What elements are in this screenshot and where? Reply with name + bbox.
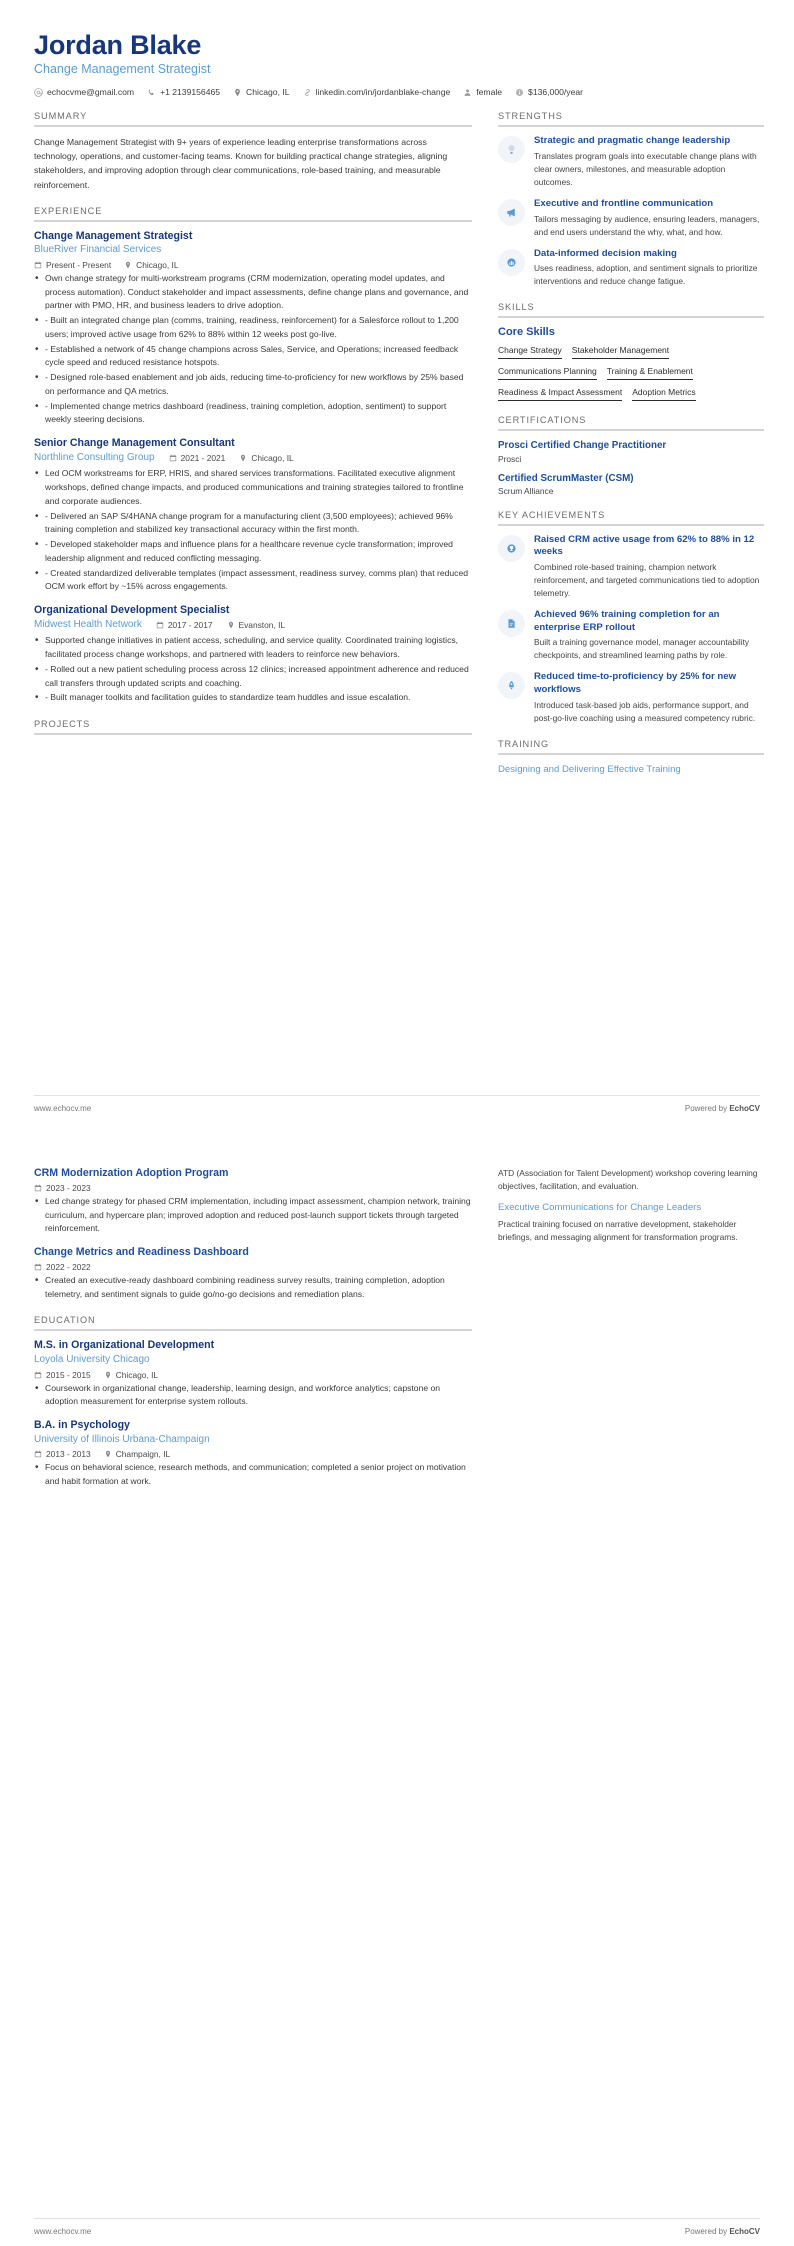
list-item: • - Created standardized deliverable templates (impact assessment, readiness survey, comms plan) that reduced OCM work effort by ~15% across engagements. bbox=[34, 567, 472, 595]
calendar-icon bbox=[156, 621, 164, 629]
footer-url[interactable]: www.echocv.me bbox=[34, 1104, 92, 1113]
job-location-value: Evanston, IL bbox=[238, 620, 286, 631]
project-dates bbox=[34, 1262, 91, 1272]
section-title-experience: EXPERIENCE bbox=[34, 205, 103, 216]
job-subline bbox=[34, 451, 472, 466]
divider bbox=[498, 316, 764, 318]
calendar-icon bbox=[169, 454, 177, 462]
achievement-desc: Introduced task-based job aids, performance support, and post-go-live coaching using a measured competency rubric. bbox=[534, 699, 756, 723]
education-location bbox=[104, 1370, 158, 1380]
list-item: • - Delivered an SAP S/4HANA change program for a manufacturing client (3,500 employees); achieved 96% training completion and stabilized key transactional accuracy within the first month. bbox=[34, 510, 472, 538]
contact-salary-value: $136,000/year bbox=[528, 87, 583, 98]
education-bullets bbox=[34, 1382, 472, 1410]
section-title-key-achievements: KEY ACHIEVEMENTS bbox=[498, 509, 606, 520]
experience-entry bbox=[34, 230, 472, 428]
divider bbox=[498, 429, 764, 431]
contact-linkedin[interactable] bbox=[303, 87, 451, 97]
contact-location bbox=[233, 87, 289, 97]
calendar-icon bbox=[34, 1450, 42, 1458]
footer-powered bbox=[685, 1104, 760, 1113]
section-training bbox=[498, 739, 764, 776]
job-company: Northline Consulting Group bbox=[34, 451, 155, 463]
job-location bbox=[227, 620, 286, 630]
job-title: Change Management Strategist bbox=[34, 229, 193, 242]
list-item: • - Designed role-based enablement and job aids, reducing time-to-proficiency for new workflows by 25% based on performance and QA metrics. bbox=[34, 371, 472, 399]
strength-title: Data-informed decision making bbox=[534, 247, 677, 259]
job-subline bbox=[34, 618, 472, 633]
education-dates bbox=[34, 1449, 91, 1459]
contact-phone bbox=[147, 87, 220, 97]
lightbulb-icon bbox=[498, 136, 525, 163]
section-skills bbox=[498, 302, 764, 401]
project-title: Change Metrics and Readiness Dashboard bbox=[34, 1246, 249, 1259]
project-bullets bbox=[34, 1274, 472, 1302]
section-experience bbox=[34, 206, 472, 706]
job-dates bbox=[34, 260, 111, 270]
project-meta bbox=[34, 1262, 472, 1272]
experience-entry bbox=[34, 604, 472, 705]
strength-desc: Tailors messaging by audience, ensuring leaders, managers, and end users understand the why, what, and how. bbox=[534, 213, 760, 237]
achievement-title: Achieved 96% training completion for an enterprise ERP rollout bbox=[534, 609, 720, 633]
job-dates bbox=[169, 453, 226, 463]
person-icon bbox=[463, 88, 472, 97]
achievement-title: Reduced time-to-proficiency by 25% for new workflows bbox=[534, 671, 737, 696]
skill-chip: Change Strategy bbox=[498, 345, 562, 359]
education-location-value: Champaign, IL bbox=[115, 1449, 171, 1460]
list-item: • Focus on behavioral science, research methods, and communication; completed a senior project on motivation and habit formation at work. bbox=[34, 1461, 472, 1489]
body-columns bbox=[34, 111, 760, 776]
contact-email-value: echocvme@gmail.com bbox=[47, 87, 135, 98]
skill-row bbox=[498, 366, 764, 380]
education-dates bbox=[34, 1370, 91, 1380]
skill-chip: Communications Planning bbox=[498, 366, 597, 380]
project-meta bbox=[34, 1183, 472, 1193]
section-certifications bbox=[498, 415, 764, 495]
calendar-icon bbox=[34, 1371, 42, 1379]
list-item: • Supported change initiatives in patient access, scheduling, and service quality. Coordinated training logistics, facilitated process change workshops, and partnered with leaders to reinforce new behaviors. bbox=[34, 634, 472, 662]
location-icon bbox=[233, 88, 242, 97]
left-column bbox=[34, 111, 472, 743]
achievement-title: Raised CRM active usage from 62% to 88% in 12 weeks bbox=[534, 533, 755, 558]
strength-card bbox=[498, 198, 764, 239]
contact-email bbox=[34, 87, 134, 97]
list-item: • Own change strategy for multi-workstream programs (CRM modernization, operating model updates, and process automation). Conduct stakeholder and impact assessments, define change plans and governance, and partner with PMO, HR, and business leaders to drive adoption. bbox=[34, 272, 472, 313]
rocket-icon bbox=[498, 672, 525, 699]
section-title-strengths: STRENGTHS bbox=[498, 111, 563, 122]
trophy-icon bbox=[498, 535, 525, 562]
section-projects-content bbox=[34, 1167, 472, 1301]
project-bullets bbox=[34, 1195, 472, 1236]
divider bbox=[34, 733, 472, 735]
certification-issuer: Prosci bbox=[498, 453, 522, 464]
school-name: University of Illinois Urbana-Champaign bbox=[34, 1433, 210, 1445]
contact-linkedin-value: linkedin.com/in/jordanblake-change bbox=[315, 87, 451, 98]
divider bbox=[34, 1329, 472, 1331]
strength-title: Strategic and pragmatic change leadership bbox=[534, 135, 731, 147]
calendar-icon bbox=[34, 261, 42, 269]
chart-icon bbox=[498, 249, 525, 276]
strength-title: Executive and frontline communication bbox=[534, 197, 714, 209]
job-bullets bbox=[34, 272, 472, 427]
education-meta bbox=[34, 1370, 472, 1380]
job-location-value: Chicago, IL bbox=[251, 453, 294, 464]
footer-powered-prefix: Powered by bbox=[684, 2227, 730, 2236]
resume-page-2 bbox=[0, 1123, 794, 2246]
achievement-desc: Built a training governance model, manager accountability checkpoints, and streamlined learning paths by role. bbox=[534, 637, 750, 661]
training-item-desc: Practical training focused on narrative development, stakeholder briefings, and messaging alignment for transformation programs. bbox=[498, 1218, 738, 1243]
contact-phone-value: +1 2139156465 bbox=[160, 87, 221, 98]
certification-name: Prosci Certified Change Practitioner bbox=[498, 440, 667, 452]
degree-title: M.S. in Organizational Development bbox=[34, 1339, 215, 1352]
contact-location-value: Chicago, IL bbox=[246, 87, 290, 98]
education-dates-value: 2015 - 2015 bbox=[46, 1369, 91, 1380]
strength-desc: Translates program goals into executable change plans with clear owners, milestones, and measurable adoption outcomes. bbox=[534, 150, 757, 187]
phone-icon bbox=[147, 88, 156, 97]
list-item: • - Built manager toolkits and facilitation guides to standardize team huddles and issue escalation. bbox=[34, 691, 472, 705]
strength-card bbox=[498, 248, 764, 289]
project-dates bbox=[34, 1183, 91, 1193]
location-icon bbox=[104, 1371, 112, 1379]
info-icon bbox=[515, 88, 524, 97]
certification-issuer: Scrum Alliance bbox=[498, 485, 554, 496]
section-projects bbox=[34, 719, 472, 735]
divider bbox=[498, 524, 764, 526]
job-company: Midwest Health Network bbox=[34, 618, 142, 630]
divider bbox=[498, 125, 764, 127]
training-item-title: Designing and Delivering Effective Training bbox=[498, 763, 681, 775]
skill-row bbox=[498, 387, 764, 401]
education-entry bbox=[34, 1339, 472, 1409]
education-entry bbox=[34, 1419, 472, 1489]
page-footer bbox=[34, 1095, 760, 1123]
job-bullets bbox=[34, 467, 472, 594]
skill-row bbox=[498, 345, 764, 359]
skill-chip: Training & Enablement bbox=[607, 366, 693, 380]
list-item: • - Implemented change metrics dashboard (readiness, training completion, adoption, sentiment) to support weekly steering decisions. bbox=[34, 400, 472, 428]
contact-gender-value: female bbox=[476, 87, 503, 98]
training-continued-desc: ATD (Association for Talent Development) workshop covering learning objectives, facilitation, and evaluation. bbox=[498, 1168, 758, 1192]
certification-item bbox=[498, 439, 764, 463]
strength-desc: Uses readiness, adoption, and sentiment signals to prioritize interventions and reduce change fatigue. bbox=[534, 263, 758, 287]
project-dates-value: 2022 - 2022 bbox=[46, 1261, 91, 1272]
project-entry bbox=[34, 1246, 472, 1301]
contact-salary bbox=[515, 87, 583, 97]
job-title: Senior Change Management Consultant bbox=[34, 437, 235, 450]
list-item: • Led change strategy for phased CRM implementation, including impact assessment, champion network, training curriculum, and hypercare plan; improved adoption and reduced post-launch support tickets through targeted reinforcement. bbox=[34, 1195, 472, 1236]
list-item: • Created an executive-ready dashboard combining readiness survey results, training completion, adoption telemetry, and sentiment signals to guide go/no-go decisions and remediation plans. bbox=[34, 1274, 472, 1302]
job-meta bbox=[34, 260, 472, 270]
education-location bbox=[104, 1449, 170, 1459]
right-column-page2 bbox=[498, 1167, 764, 1245]
project-title: CRM Modernization Adoption Program bbox=[34, 1167, 229, 1179]
section-title-projects: PROJECTS bbox=[34, 719, 91, 730]
certification-item bbox=[498, 472, 764, 496]
section-title-skills: SKILLS bbox=[498, 302, 535, 313]
resume-header bbox=[34, 30, 760, 97]
strength-card bbox=[498, 135, 764, 189]
section-title-training: TRAINING bbox=[498, 738, 550, 749]
job-location bbox=[239, 453, 293, 463]
job-dates bbox=[156, 620, 213, 630]
page-footer bbox=[34, 2218, 760, 2246]
section-summary bbox=[34, 111, 472, 191]
education-bullets bbox=[34, 1461, 472, 1489]
section-education bbox=[34, 1315, 472, 1489]
section-key-achievements bbox=[498, 510, 764, 725]
experience-entry bbox=[34, 437, 472, 594]
section-strengths bbox=[498, 111, 764, 288]
job-location-value: Chicago, IL bbox=[136, 259, 179, 270]
megaphone-icon bbox=[498, 199, 525, 226]
footer-powered bbox=[685, 2227, 760, 2236]
achievement-desc: Combined role-based training, champion network reinforcement, and targeted communications tied to adoption telemetry. bbox=[534, 562, 760, 599]
skills-group-title: Core Skills bbox=[498, 326, 555, 339]
footer-powered-prefix: Powered by bbox=[684, 1104, 730, 1113]
location-icon bbox=[124, 261, 132, 269]
list-item: • - Established a network of 45 change champions across Sales, Service, and Operations; increased feedback cycle speed and reduced resistance hotspots. bbox=[34, 343, 472, 371]
location-icon bbox=[239, 454, 247, 462]
summary-text: Change Management Strategist with 9+ years of experience leading enterprise transformations across technology, operations, and customer-facing teams. Known for building practical change strategies, aligning stakeholders, and improving adoption through clear communications, role-based training, and measurable reinforcement. bbox=[34, 137, 448, 190]
footer-brand: EchoCV bbox=[729, 1104, 760, 1113]
body-columns-page2 bbox=[34, 1167, 760, 1490]
calendar-icon bbox=[34, 1184, 42, 1192]
list-item: • - Built an integrated change plan (comms, training, readiness, reinforcement) for a Salesforce rollout to 1,200 users; improved active usage from 62% to 88% within 12 weeks post go-live. bbox=[34, 314, 472, 342]
certificate-icon bbox=[498, 610, 525, 637]
job-title: Organizational Development Specialist bbox=[34, 604, 230, 617]
footer-brand: EchoCV bbox=[729, 2227, 760, 2236]
headline: Change Management Strategist bbox=[34, 62, 211, 77]
page-title: Jordan Blake bbox=[34, 30, 202, 60]
certification-name: Certified ScrumMaster (CSM) bbox=[498, 472, 634, 484]
left-column-page2 bbox=[34, 1167, 472, 1490]
section-title-education: EDUCATION bbox=[34, 1315, 96, 1326]
achievement-card bbox=[498, 534, 764, 600]
degree-title: B.A. in Psychology bbox=[34, 1419, 130, 1432]
achievement-card bbox=[498, 671, 764, 724]
school-name: Loyola University Chicago bbox=[34, 1354, 150, 1366]
list-item: • - Rolled out a new patient scheduling process across 12 clinics; increased appointment adherence and reduced call transfers through updated scripts and coaching. bbox=[34, 663, 472, 691]
skill-chip: Adoption Metrics bbox=[632, 387, 695, 401]
skill-chip: Readiness & Impact Assessment bbox=[498, 387, 622, 401]
skill-rows bbox=[498, 345, 764, 401]
training-item-title: Executive Communications for Change Leaders bbox=[498, 1201, 702, 1213]
contact-gender bbox=[463, 87, 502, 97]
calendar-icon bbox=[34, 1263, 42, 1271]
job-dates-value: 2021 - 2021 bbox=[180, 453, 226, 464]
job-dates-value: Present - Present bbox=[46, 259, 112, 270]
divider bbox=[34, 125, 472, 127]
section-title-summary: SUMMARY bbox=[34, 111, 88, 122]
location-icon bbox=[227, 621, 235, 629]
job-dates-value: 2017 - 2017 bbox=[167, 620, 213, 631]
project-entry bbox=[34, 1167, 472, 1236]
divider bbox=[34, 220, 472, 222]
education-location-value: Chicago, IL bbox=[115, 1369, 159, 1380]
skill-chip: Stakeholder Management bbox=[572, 345, 669, 359]
divider bbox=[498, 753, 764, 755]
email-icon bbox=[34, 88, 43, 97]
job-company: BlueRiver Financial Services bbox=[34, 244, 162, 256]
list-item: • - Developed stakeholder maps and influence plans for a healthcare revenue cycle transformation; improved leadership alignment and reduced conflicting messaging. bbox=[34, 538, 472, 566]
job-location bbox=[124, 260, 178, 270]
right-column bbox=[498, 111, 764, 776]
contact-row bbox=[34, 87, 760, 97]
education-dates-value: 2013 - 2013 bbox=[46, 1449, 91, 1460]
list-item: • Coursework in organizational change, leadership, learning design, and workforce analytics; capstone on adoption measurement for enterprise system rollouts. bbox=[34, 1382, 472, 1410]
list-item: • Led OCM workstreams for ERP, HRIS, and shared services transformations. Facilitated executive alignment workshops, defined change impacts, and produced communications and training strategies tailored to frontline and corporate audiences. bbox=[34, 467, 472, 508]
section-title-certifications: CERTIFICATIONS bbox=[498, 415, 587, 426]
project-dates-value: 2023 - 2023 bbox=[46, 1182, 91, 1193]
location-icon bbox=[104, 1450, 112, 1458]
achievement-card bbox=[498, 609, 764, 662]
job-bullets bbox=[34, 634, 472, 705]
link-icon bbox=[303, 88, 312, 97]
footer-url[interactable]: www.echocv.me bbox=[34, 2227, 92, 2236]
education-meta bbox=[34, 1449, 472, 1459]
